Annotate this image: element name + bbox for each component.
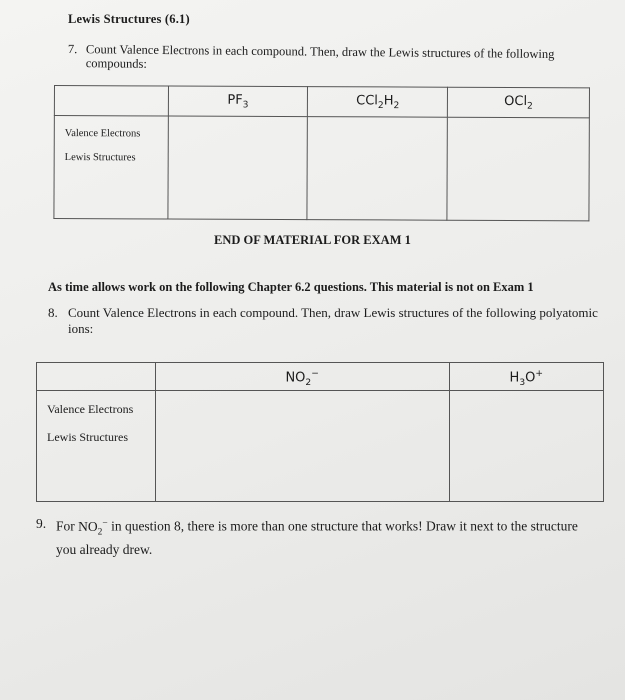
end-of-exam-note: END OF MATERIAL FOR EXAM 1: [214, 233, 411, 247]
compounds-table: [53, 85, 590, 221]
formula-no2: $NO_2^-$: [78, 518, 108, 538]
answer-cell-ocl2[interactable]: [447, 117, 589, 221]
column-header-h3o: $H_3O^+$: [449, 363, 603, 391]
page-title: Lewis Structures (6.1): [68, 12, 190, 26]
column-header-no2: $NO_2^-$: [155, 363, 449, 391]
answer-cell-h3o[interactable]: [449, 391, 603, 502]
row-label-lewis-structures: Lewis Structures: [47, 430, 128, 444]
chapter-note: As time allows work on the following Chapter 6.2 questions. This material is not on Exam 1: [48, 280, 534, 294]
row-label-lewis-structures: Lewis Structures: [64, 152, 136, 164]
row-labels-cell: [37, 391, 156, 502]
question-8-text: Count Valence Electrons in each compound. Then, draw Lewis structures of the following polyatomic ions:: [68, 305, 598, 336]
row-label-valence-electrons: Valence Electrons: [64, 128, 141, 140]
column-header-ccl2h2: $CCl_2H_2$: [308, 87, 448, 118]
row-labels-cell: [54, 116, 168, 219]
column-header-pf3: $PF_3$: [168, 86, 308, 117]
table-corner-cell: [37, 363, 156, 391]
answer-cell-ccl2h2[interactable]: [307, 117, 447, 221]
row-label-valence-electrons: Valence Electrons: [47, 402, 134, 416]
column-header-ocl2: OCl$_2$: [448, 87, 590, 118]
answer-cell-pf3[interactable]: [168, 116, 308, 220]
question-9-number: 9.: [36, 516, 47, 531]
question-9-text: For $NO_2^-$ in question 8, there is more than one structure that works! Draw it next to the structure you already drew.: [56, 518, 578, 558]
question-8-number: 8.: [48, 305, 58, 320]
question-7-text: Count Valence Electrons in each compound. Then, draw the Lewis structures of the following compounds:: [85, 42, 555, 71]
question-7: [67, 42, 608, 71]
answer-cell-no2[interactable]: [155, 391, 449, 502]
polyatomic-ions-table: [36, 362, 604, 502]
table-corner-cell: [54, 86, 168, 116]
question-7-number: 7.: [67, 42, 78, 57]
